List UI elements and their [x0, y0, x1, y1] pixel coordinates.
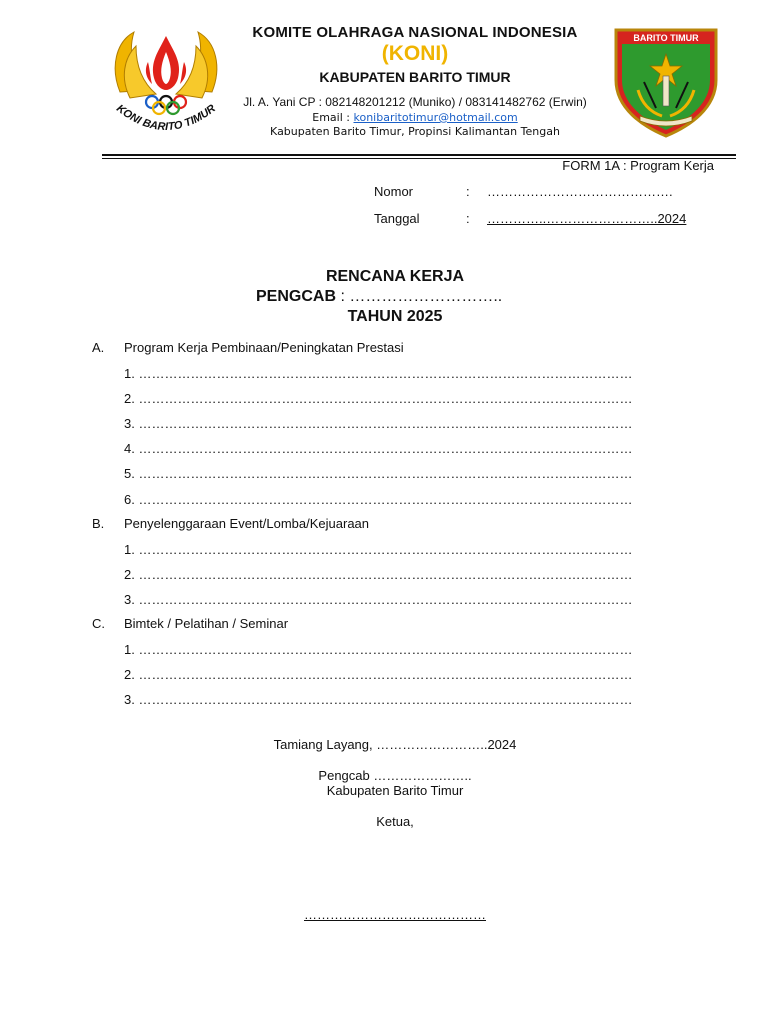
section-a-item-5: 5. …………………………………………………………………………………………………… [124, 466, 633, 481]
section-c-item-3: 3. …………………………………………………………………………………………………… [124, 692, 633, 707]
kabupaten-title: KABUPATEN BARITO TIMUR [319, 69, 511, 85]
section-c-title: Bimtek / Pelatihan / Seminar [124, 616, 289, 631]
signature-name-line: …………………………………… [304, 907, 486, 922]
section-b-title: Penyelenggaraan Event/Lomba/Kejuaraan [124, 516, 370, 531]
section-c-letter: C. [92, 616, 105, 631]
signature-ketua: Ketua, [376, 814, 414, 829]
section-b-item-3: 3. …………………………………………………………………………………………………… [124, 592, 633, 607]
barito-timur-shield [610, 22, 722, 140]
section-c-item-1: 1. …………………………………………………………………………………………………… [124, 642, 633, 657]
pengcab-title-label: PENGCAB [256, 288, 337, 305]
email-link[interactable]: konibaritotimur@hotmail.com [353, 111, 518, 124]
koni-logo [106, 22, 226, 142]
doc-title: RENCANA KERJA [325, 268, 465, 285]
signature-pengcab: Pengcab ………………….. [318, 768, 472, 783]
tanggal-colon: : [466, 211, 470, 226]
section-c-item-2: 2. …………………………………………………………………………………………………… [124, 667, 633, 682]
section-a-item-3: 3. …………………………………………………………………………………………………… [124, 416, 633, 431]
section-a-item-4: 4. …………………………………………………………………………………………………… [124, 441, 633, 456]
email-line [228, 111, 602, 124]
pengcab-title-value: : ……………………….. [336, 288, 503, 305]
email-label: Email : [312, 111, 354, 124]
tanggal-label: Tanggal [374, 211, 420, 226]
nomor-label: Nomor [374, 184, 414, 199]
org-name: KOMITE OLAHRAGA NASIONAL INDONESIA [252, 24, 578, 41]
place-date: Tamiang Layang, ……………………..2024 [273, 737, 517, 752]
tanggal-value: …………..……………………..2024 [487, 211, 687, 226]
form-label: FORM 1A : Program Kerja [562, 158, 714, 173]
section-a-item-6: 6. …………………………………………………………………………………………………… [124, 492, 633, 507]
address-line: Jl. A. Yani CP : 082148201212 (Muniko) / 083141482762 (Erwin) [243, 95, 587, 109]
section-a-letter: A. [92, 340, 105, 355]
year-title: TAHUN 2025 [347, 308, 443, 325]
location-line: Kabupaten Barito Timur, Propinsi Kalimantan Tengah [270, 125, 560, 138]
koni-logo-text: KONI BARITO TIMUR [114, 102, 218, 134]
nomor-value: ……………………………………. [487, 184, 673, 199]
shield-title: BARITO TIMUR [633, 33, 699, 43]
header-rule-thick [102, 154, 736, 156]
pengcab-title [256, 288, 502, 306]
section-b-item-1: 1. …………………………………………………………………………………………………… [124, 542, 633, 557]
signature-kabupaten: Kabupaten Barito Timur [326, 783, 464, 798]
section-a-item-1: 1. …………………………………………………………………………………………………… [124, 366, 633, 381]
section-b-letter: B. [92, 516, 105, 531]
nomor-colon: : [466, 184, 470, 199]
section-a-item-2: 2. …………………………………………………………………………………………………… [124, 391, 633, 406]
org-abbreviation: (KONI) [381, 42, 449, 65]
section-b-item-2: 2. …………………………………………………………………………………………………… [124, 567, 633, 582]
section-a-title: Program Kerja Pembinaan/Peningkatan Prestasi [124, 340, 404, 355]
